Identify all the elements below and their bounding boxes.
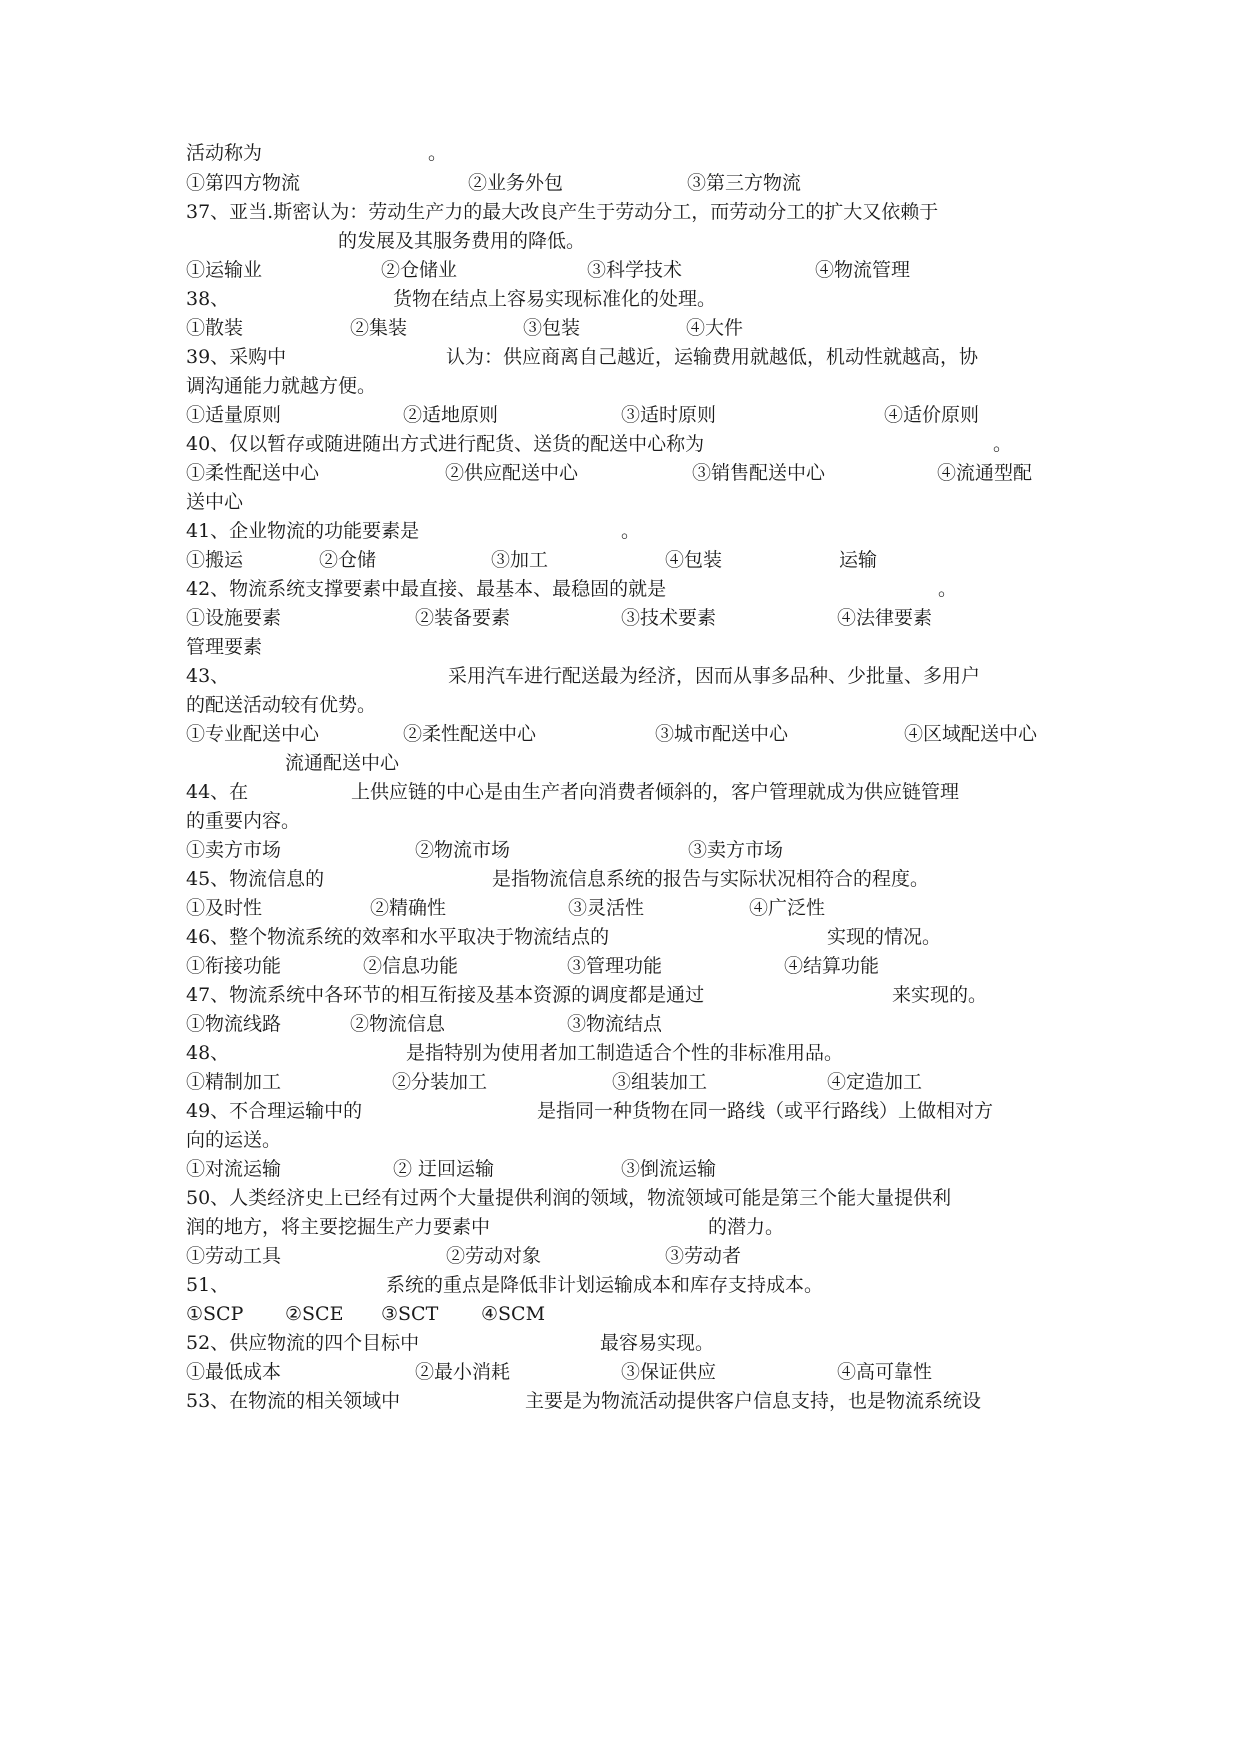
text-segment: 39、采购中 — [186, 346, 287, 368]
text-segment: ③包装 — [523, 317, 581, 339]
text-line — [0, 979, 1053, 1011]
text-line — [0, 370, 1053, 402]
text-segment: ③SCT — [381, 1303, 439, 1325]
text-line — [0, 747, 1053, 779]
text-segment: 。 — [428, 142, 448, 164]
text-segment: 运输 — [839, 549, 878, 571]
text-segment: 润的地方，将主要挖掘生产力要素中 — [186, 1216, 491, 1238]
text-line — [0, 283, 1053, 315]
text-line — [0, 1240, 1053, 1272]
text-line — [0, 1008, 1053, 1040]
text-line — [0, 776, 1053, 808]
text-segment: ②分装加工 — [392, 1071, 488, 1093]
text-segment: ②精确性 — [370, 897, 447, 919]
text-segment: 流通配送中心 — [285, 752, 400, 774]
text-line — [0, 1327, 1053, 1359]
text-line — [0, 486, 1053, 518]
text-line — [0, 167, 1053, 199]
text-segment: 50、人类经济史上已经有过两个大量提供利润的领域，物流领域可能是第三个能大量提供利 — [186, 1187, 952, 1209]
text-segment: ④SCM — [481, 1303, 546, 1325]
text-segment: ③加工 — [491, 549, 549, 571]
text-segment: 上供应链的中心是由生产者向消费者倾斜的，客户管理就成为供应链管理 — [351, 781, 960, 803]
text-segment: ②物流信息 — [350, 1013, 446, 1035]
text-segment: ①适量原则 — [186, 404, 282, 426]
text-segment: ④流通型配 — [937, 462, 1033, 484]
text-segment: ②SCE — [285, 1303, 344, 1325]
text-segment: ③物流结点 — [567, 1013, 663, 1035]
text-segment: ①卖方市场 — [186, 839, 282, 861]
text-segment: ②信息功能 — [363, 955, 459, 977]
text-segment: ①对流运输 — [186, 1158, 282, 1180]
text-line — [0, 602, 1053, 634]
text-segment: ③技术要素 — [621, 607, 717, 629]
text-line — [0, 137, 1053, 169]
text-segment: 实现的情况。 — [827, 926, 942, 948]
text-segment: ②柔性配送中心 — [403, 723, 537, 745]
text-line — [0, 1066, 1053, 1098]
text-line — [0, 892, 1053, 924]
text-line — [0, 1211, 1053, 1243]
text-segment: ③卖方市场 — [688, 839, 784, 861]
text-segment: ③适时原则 — [621, 404, 717, 426]
text-segment: ①搬运 — [186, 549, 244, 571]
text-segment: ①衔接功能 — [186, 955, 282, 977]
text-line — [0, 631, 1053, 663]
text-line — [0, 660, 1053, 692]
text-segment: 管理要素 — [186, 636, 263, 658]
text-segment: ④区域配送中心 — [904, 723, 1038, 745]
text-segment: ④定造加工 — [827, 1071, 923, 1093]
text-segment: 送中心 — [186, 491, 244, 513]
text-line — [0, 196, 1053, 228]
text-segment: 45、物流信息的 — [186, 868, 325, 890]
text-segment: 向的运送。 — [186, 1129, 282, 1151]
text-segment: 调沟通能力就越方便。 — [186, 375, 377, 397]
text-segment: ③灵活性 — [568, 897, 645, 919]
text-segment: 是指特别为使用者加工制造适合个性的非标准用品。 — [406, 1042, 844, 1064]
text-line — [0, 1269, 1053, 1301]
text-line — [0, 718, 1053, 750]
text-segment: 38、 — [186, 288, 230, 310]
text-segment: ②业务外包 — [468, 172, 564, 194]
text-segment: ①最低成本 — [186, 1361, 282, 1383]
text-line — [0, 1182, 1053, 1214]
text-segment: ④物流管理 — [815, 259, 911, 281]
text-line — [0, 515, 1053, 547]
text-line — [0, 457, 1053, 489]
text-segment: ②仓储 — [319, 549, 377, 571]
text-segment: ③第三方物流 — [687, 172, 802, 194]
text-segment: 53、在物流的相关领域中 — [186, 1390, 401, 1412]
text-segment: 42、物流系统支撑要素中最直接、最基本、最稳固的就是 — [186, 578, 667, 600]
text-segment: 主要是为物流活动提供客户信息支持，也是物流系统设 — [525, 1390, 982, 1412]
text-segment: ②装备要素 — [415, 607, 511, 629]
text-segment: 49、不合理运输中的 — [186, 1100, 363, 1122]
text-segment: 37、亚当.斯密认为：劳动生产力的最大改良产生于劳动分工，而劳动分工的扩大又依赖于 — [186, 201, 939, 223]
text-segment: ③倒流运输 — [621, 1158, 717, 1180]
text-segment: ③销售配送中心 — [692, 462, 826, 484]
text-segment: 48、 — [186, 1042, 230, 1064]
text-segment: ③组装加工 — [612, 1071, 708, 1093]
text-line — [0, 1385, 1053, 1417]
text-line — [0, 805, 1053, 837]
text-segment: ④法律要素 — [837, 607, 933, 629]
text-segment: 43、 — [186, 665, 230, 687]
text-line — [0, 225, 1053, 257]
text-segment: ①专业配送中心 — [186, 723, 320, 745]
text-line — [0, 1037, 1053, 1069]
text-segment: ②仓储业 — [381, 259, 458, 281]
text-segment: 采用汽车进行配送最为经济，因而从事多品种、少批量、多用户 — [448, 665, 981, 687]
text-segment: 。 — [993, 433, 1013, 455]
text-segment: ④广泛性 — [749, 897, 826, 919]
text-segment: ②劳动对象 — [446, 1245, 542, 1267]
text-segment: 47、物流系统中各环节的相互衔接及基本资源的调度都是通过 — [186, 984, 705, 1006]
text-segment: 。 — [938, 578, 958, 600]
text-segment: 51、 — [186, 1274, 230, 1296]
text-segment: 的配送活动较有优势。 — [186, 694, 377, 716]
text-segment: ④适价原则 — [884, 404, 980, 426]
text-segment: ②集装 — [350, 317, 408, 339]
text-segment: ②最小消耗 — [415, 1361, 511, 1383]
text-segment: ②供应配送中心 — [445, 462, 579, 484]
text-line — [0, 1124, 1053, 1156]
text-segment: 认为：供应商离自己越近，运输费用就越低，机动性就越高，协 — [446, 346, 979, 368]
text-segment: 。 — [621, 520, 641, 542]
text-segment: ②物流市场 — [415, 839, 511, 861]
text-line — [0, 428, 1053, 460]
text-segment: ①精制加工 — [186, 1071, 282, 1093]
text-segment: ①设施要素 — [186, 607, 282, 629]
text-segment: ②适地原则 — [403, 404, 499, 426]
text-segment: ①物流线路 — [186, 1013, 282, 1035]
text-segment: ③保证供应 — [621, 1361, 717, 1383]
text-segment: 活动称为 — [186, 142, 263, 164]
text-segment: ④结算功能 — [784, 955, 880, 977]
text-line — [0, 1356, 1053, 1388]
text-segment: ①散装 — [186, 317, 244, 339]
text-line — [0, 921, 1053, 953]
text-segment: ③科学技术 — [587, 259, 683, 281]
text-segment: 52、供应物流的四个目标中 — [186, 1332, 420, 1354]
text-segment: ④高可靠性 — [837, 1361, 933, 1383]
text-segment: 的潜力。 — [708, 1216, 785, 1238]
text-segment: ③劳动者 — [665, 1245, 742, 1267]
text-segment: ①劳动工具 — [186, 1245, 282, 1267]
text-segment: 40、仅以暂存或随进随出方式进行配货、送货的配送中心称为 — [186, 433, 705, 455]
text-line — [0, 1298, 1053, 1330]
text-segment: ② 迂回运输 — [393, 1158, 495, 1180]
text-segment: ③管理功能 — [567, 955, 663, 977]
text-line — [0, 312, 1053, 344]
text-segment: 是指物流信息系统的报告与实际状况相符合的程度。 — [492, 868, 930, 890]
text-segment: 44、在 — [186, 781, 249, 803]
text-segment: ①柔性配送中心 — [186, 462, 320, 484]
text-segment: ①及时性 — [186, 897, 263, 919]
text-line — [0, 544, 1053, 576]
text-segment: 货物在结点上容易实现标准化的处理。 — [393, 288, 717, 310]
text-line — [0, 341, 1053, 373]
text-segment: ④包装 — [665, 549, 723, 571]
text-line — [0, 254, 1053, 286]
text-segment: ①第四方物流 — [186, 172, 301, 194]
text-line — [0, 834, 1053, 866]
text-segment: 最容易实现。 — [600, 1332, 715, 1354]
text-segment: 的重要内容。 — [186, 810, 301, 832]
text-line — [0, 399, 1053, 431]
text-line — [0, 573, 1053, 605]
text-line — [0, 1153, 1053, 1185]
text-line — [0, 950, 1053, 982]
text-segment: ③城市配送中心 — [655, 723, 789, 745]
text-segment: 是指同一种货物在同一路线（或平行路线）上做相对方 — [537, 1100, 994, 1122]
text-line — [0, 1095, 1053, 1127]
text-segment: ①SCP — [186, 1303, 244, 1325]
text-segment: 41、企业物流的功能要素是 — [186, 520, 420, 542]
text-segment: 的发展及其服务费用的降低。 — [338, 230, 586, 252]
text-segment: ①运输业 — [186, 259, 263, 281]
text-segment: 46、整个物流系统的效率和水平取决于物流结点的 — [186, 926, 610, 948]
text-segment: ④大件 — [686, 317, 744, 339]
text-line — [0, 689, 1053, 721]
text-segment: 系统的重点是降低非计划运输成本和库存支持成本。 — [386, 1274, 824, 1296]
text-segment: 来实现的。 — [892, 984, 988, 1006]
text-line — [0, 863, 1053, 895]
